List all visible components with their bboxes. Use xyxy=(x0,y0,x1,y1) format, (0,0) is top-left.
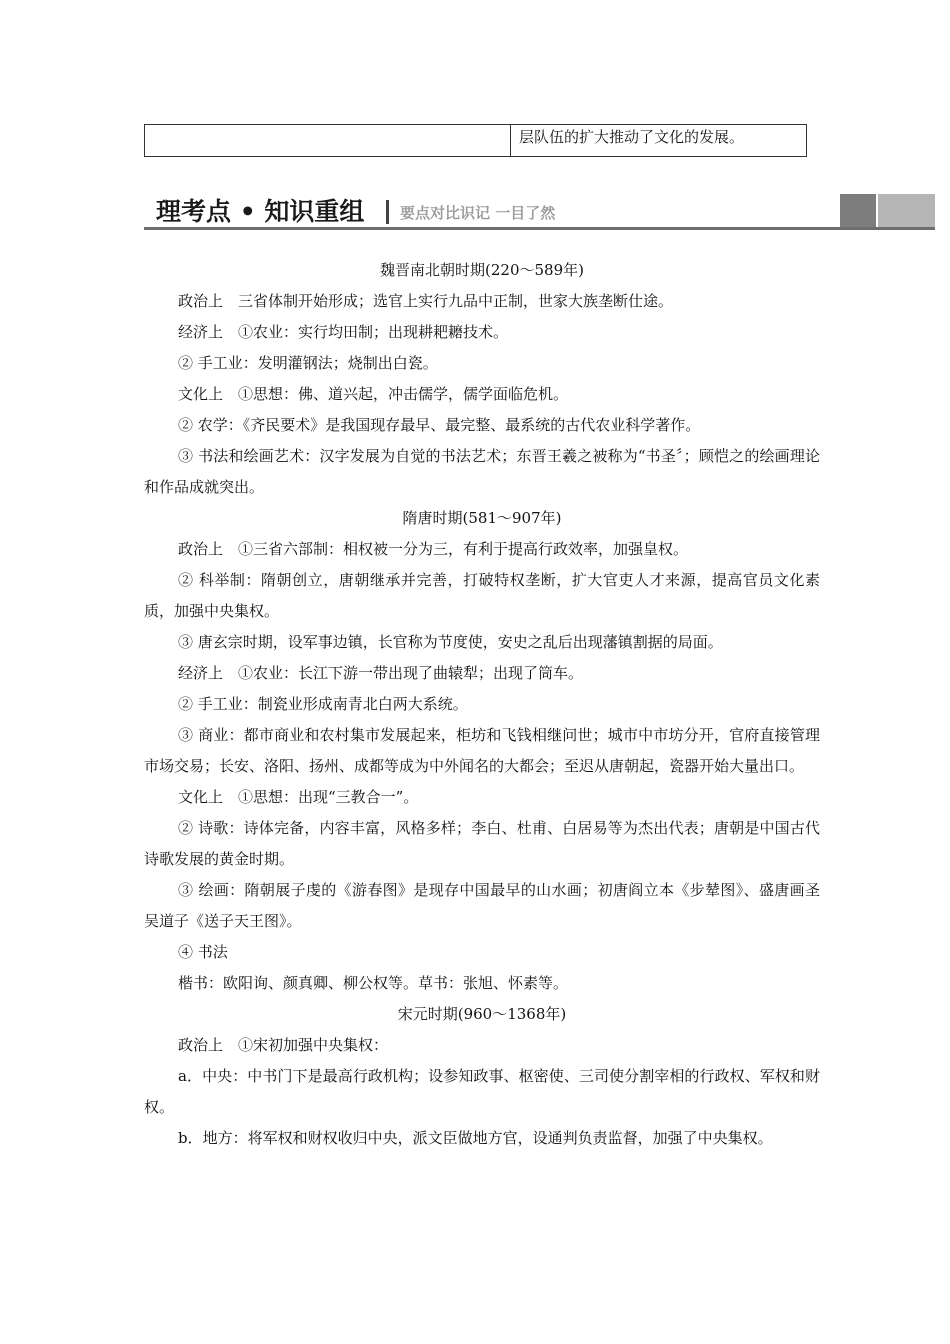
paragraph: 文化上 ①思想：佛、道兴起，冲击儒学，儒学面临危机。 xyxy=(178,385,569,403)
paragraph: 经济上 ①农业：长江下游一带出现了曲辕犁；出现了筒车。 xyxy=(178,664,584,682)
paragraph: ③ 唐玄宗时期，设军事边镇，长官称为节度使，安史之乱后出现藩镇割据的局面。 xyxy=(178,633,723,651)
paragraph: 政治上 ①宋初加强中央集权： xyxy=(178,1036,389,1054)
paragraph: ② 诗歌：诗体完备，内容丰富，风格多样；李白、杜甫、白居易等为杰出代表；唐朝是中国古代诗歌发展的黄金时期。 xyxy=(144,819,820,868)
paragraph: 楷书：欧阳询、颜真卿、柳公权等。草书：张旭、怀素等。 xyxy=(178,974,569,992)
paragraph: ③ 书法和绘画艺术：汉字发展为自觉的书法艺术；东晋王羲之被称为“书圣〞；顾恺之的绘画理论和作品成就突出。 xyxy=(144,447,820,496)
period-heading-songyuan: 宋元时期(960～1368年) xyxy=(397,1005,567,1023)
banner-decor-dark xyxy=(840,194,876,228)
section-banner xyxy=(144,194,935,232)
banner-decor-light xyxy=(878,194,935,228)
period-heading-weijin: 魏晋南北朝时期(220～589年) xyxy=(380,261,584,279)
main-content xyxy=(144,255,820,1154)
banner-divider xyxy=(386,200,389,224)
paragraph: ② 农学：《齐民要术》是我国现存最早、最完整、最系统的古代农业科学著作。 xyxy=(178,416,701,434)
paragraph: 经济上 ①农业：实行均田制；出现耕耙耱技术。 xyxy=(178,323,509,341)
paragraph: ② 手工业：发明灌钢法；烧制出白瓷。 xyxy=(178,354,438,372)
paragraph: 政治上 三省体制开始形成；选官上实行九品中正制，世家大族垄断仕途。 xyxy=(178,292,674,310)
paragraph: ④ 书法 xyxy=(178,943,228,961)
paragraph: 政治上 ①三省六部制：相权被一分为三，有利于提高行政效率，加强皇权。 xyxy=(178,540,689,558)
banner-underline xyxy=(144,227,935,230)
table-cell-right: 层队伍的扩大推动了文化的发展。 xyxy=(519,128,745,146)
banner-subtitle: 要点对比识记 一目了然 xyxy=(400,204,556,222)
paragraph: ③ 绘画：隋朝展子虔的《游春图》是现存中国最早的山水画；初唐阎立本《步辇图》、盛唐画圣吴道子《送子天王图》。 xyxy=(144,881,820,930)
paragraph: 文化上 ①思想：出现“三教合一”。 xyxy=(178,788,419,806)
paragraph: ② 科举制：隋朝创立，唐朝继承并完善，打破特权垄断，扩大官吏人才来源，提高官员文化素质，加强中央集权。 xyxy=(144,571,820,620)
top-table xyxy=(144,124,807,157)
paragraph: b．地方：将军权和财权收归中央，派文臣做地方官，设通判负责监督，加强了中央集权。 xyxy=(178,1129,773,1147)
banner-title: 理考点 • 知识重组 xyxy=(156,197,365,226)
paragraph: a．中央：中书门下是最高行政机构；设参知政事、枢密使、三司使分割宰相的行政权、军权和财权。 xyxy=(144,1067,820,1116)
table-cell-left xyxy=(145,125,511,156)
paragraph: ③ 商业：都市商业和农村集市发展起来，柜坊和飞钱相继问世；城市中市坊分开，官府直接管理市场交易；长安、洛阳、扬州、成都等成为中外闻名的大都会；至迟从唐朝起，瓷器开始大量出口。 xyxy=(144,726,820,775)
period-heading-suitang: 隋唐时期(581～907年) xyxy=(402,509,562,527)
paragraph: ② 手工业：制瓷业形成南青北白两大系统。 xyxy=(178,695,468,713)
